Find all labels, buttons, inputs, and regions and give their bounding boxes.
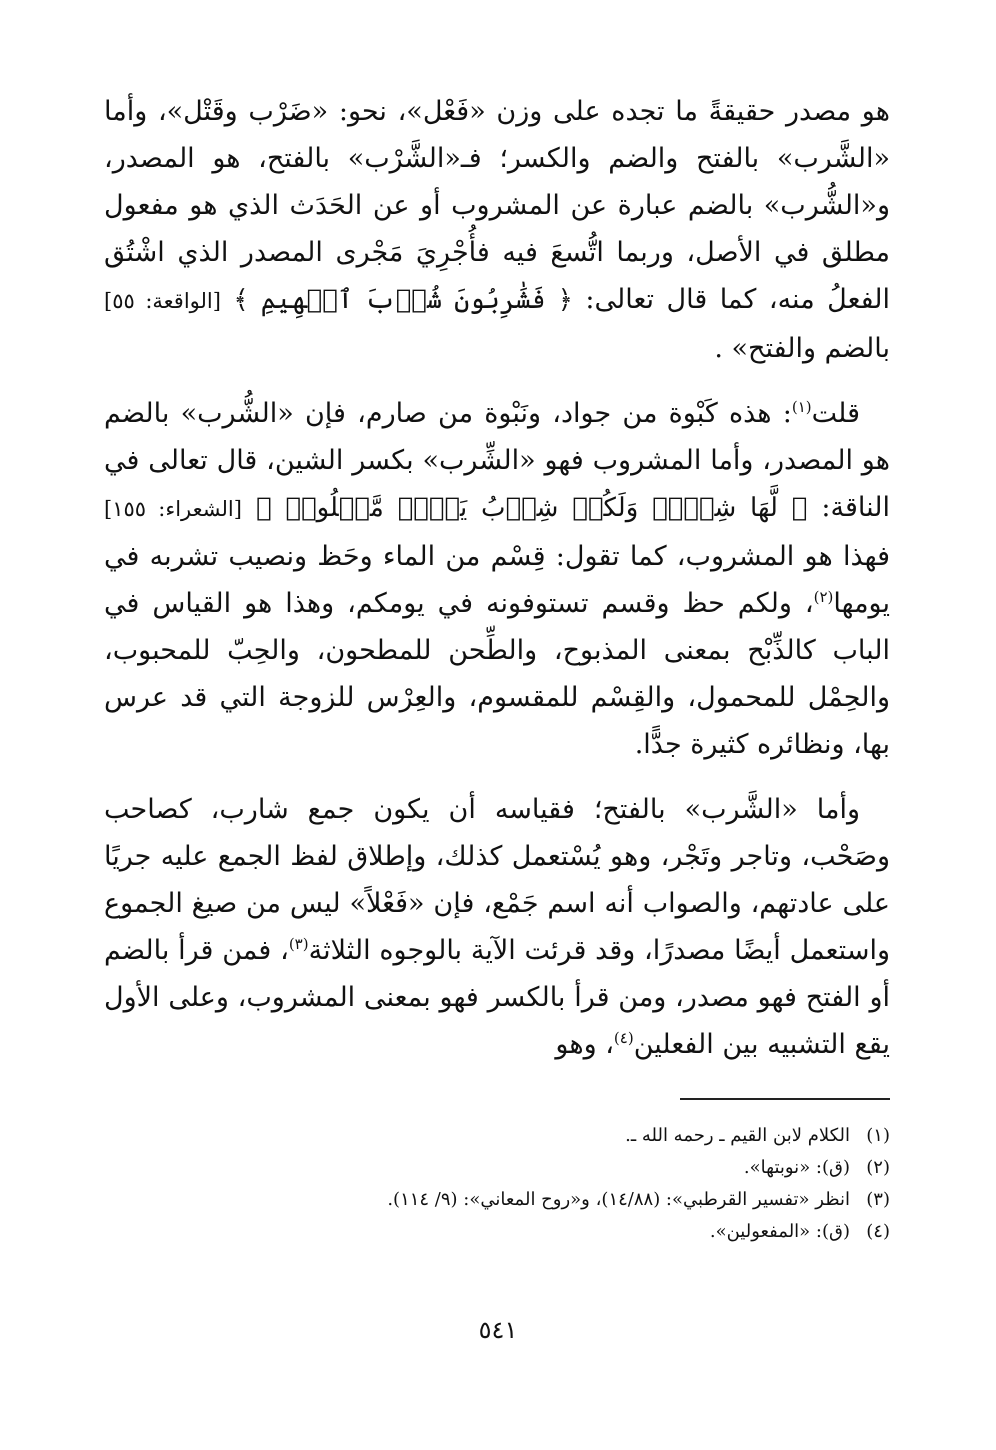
footnote-ref-3: (٣) (288, 935, 309, 953)
footnote-ref-2: (٢) (813, 588, 834, 606)
footnote-2 (104, 1152, 890, 1184)
footnote-1 (104, 1120, 890, 1152)
main-text (104, 88, 890, 1086)
page-number: ٥٤١ (478, 1316, 518, 1344)
paragraph-2-text2: فهذا هو المشروب، كما تقول: قِسْم من الماء وحَظ ونصيب تشربه في يومها (104, 541, 890, 619)
footnotes (104, 1120, 890, 1248)
paragraph-2-tail: ، ولكم حظ وقسم تستوفونه في يومكم، وهذا هو القياس في الباب كالذِّبْح بمعنى المذبوح، والطِّحن للمطحون، والحِبّ للمحبوب، والحِمْل للمحمول، والقِسْم للمقسوم، والعِرْس للزوجة التي قد عرس بها، ونظائره كثيرة جدًّا. (104, 588, 890, 760)
footnote-separator (680, 1098, 890, 1100)
paragraph-2 (104, 390, 890, 768)
footnote-text: (ق): «المفعولين». (709, 1221, 850, 1242)
paragraph-2-text: : هذه كَبْوة من جواد، ونَبْوة من صارم، فإن «الشُّرب» بالضم هو المصدر، وأما المشروب فهو «الشِّرب» بكسر الشين، قال تعالى في الناقة: (104, 398, 890, 523)
paragraph-3 (104, 786, 890, 1068)
quran-verse-2: ﴿ لَّهَا شِرۡبٞ وَلَكُمۡ شِرۡبُ يَوۡمٖ مَّعۡلُومٖ ﴾ (256, 493, 808, 523)
verse-ref-1: [الواقعة: ٥٥] (104, 289, 221, 313)
quran-verse-1: ﴿ فَشَٰرِبُونَ شُرۡبَ ٱلۡهِيمِ ﴾ (233, 285, 573, 315)
footnote-text: الكلام لابن القيم ـ رحمه الله ـ. (625, 1125, 850, 1146)
footnote-3 (104, 1184, 890, 1216)
paragraph-3-text2: ، فمن قرأ بالضم أو الفتح فهو مصدر، ومن قرأ بالكسر فهو بمعنى المشروب، وعلى الأول يقع التشبيه بين الفعلين (104, 935, 890, 1060)
footnote-ref-4: (٤) (613, 1029, 634, 1047)
paragraph-1-tail: بالضم والفتح» . (714, 333, 890, 364)
footnote-number: (٣) (866, 1189, 890, 1210)
paragraph-3-tail: ، وهو (555, 1029, 614, 1060)
verse-ref-2: [الشعراء: ١٥٥] (104, 497, 242, 521)
footnote-number: (٤) (866, 1221, 890, 1242)
footnote-number: (١) (866, 1125, 890, 1146)
paragraph-3-text: وأما «الشَّرب» بالفتح؛ فقياسه أن يكون جمع شارب، كصاحب وصَحْب، وتاجر وتَجْر، وهو يُسْتعمل كذلك، وإطلاق لفظ الجمع عليه جريًا على عادتهم، والصواب أنه اسم جَمْع، فإن «فَعْلاً» ليس من صيغ الجموع واستعمل أيضًا مصدرًا، وقد قرئت الآية بالوجوه الثلاثة (104, 794, 890, 966)
paragraph-1 (104, 88, 890, 372)
footnote-text: (ق): «نوبتها». (743, 1157, 850, 1178)
footnote-ref-1: (١) (791, 398, 812, 416)
footnote-text: انظر «تفسير القرطبي»: (١٤/٨٨)، و«روح المعاني»: (٩/ ١١٤). (387, 1189, 850, 1210)
paragraph-1-text: هو مصدر حقيقةً ما تجده على وزن «فَعْل»، نحو: «ضَرْب وقَتْل»، وأما «الشَّرب» بالفتح والضم والكسر؛ فـ«الشَّرْب» بالفتح، هو المصدر، و«الشُّرب» بالضم عبارة عن المشروب أو عن الحَدَث الذي هو مفعول مطلق في الأصل، وربما اتُّسعَ فيه فأُجْرِيَ مَجْرى المصدر الذي اشْتُق الفعلُ منه، كما قال تعالى: (104, 96, 890, 315)
paragraph-2-head: قلت (811, 398, 860, 429)
footnote-4 (104, 1216, 890, 1248)
footnote-number: (٢) (866, 1157, 890, 1178)
